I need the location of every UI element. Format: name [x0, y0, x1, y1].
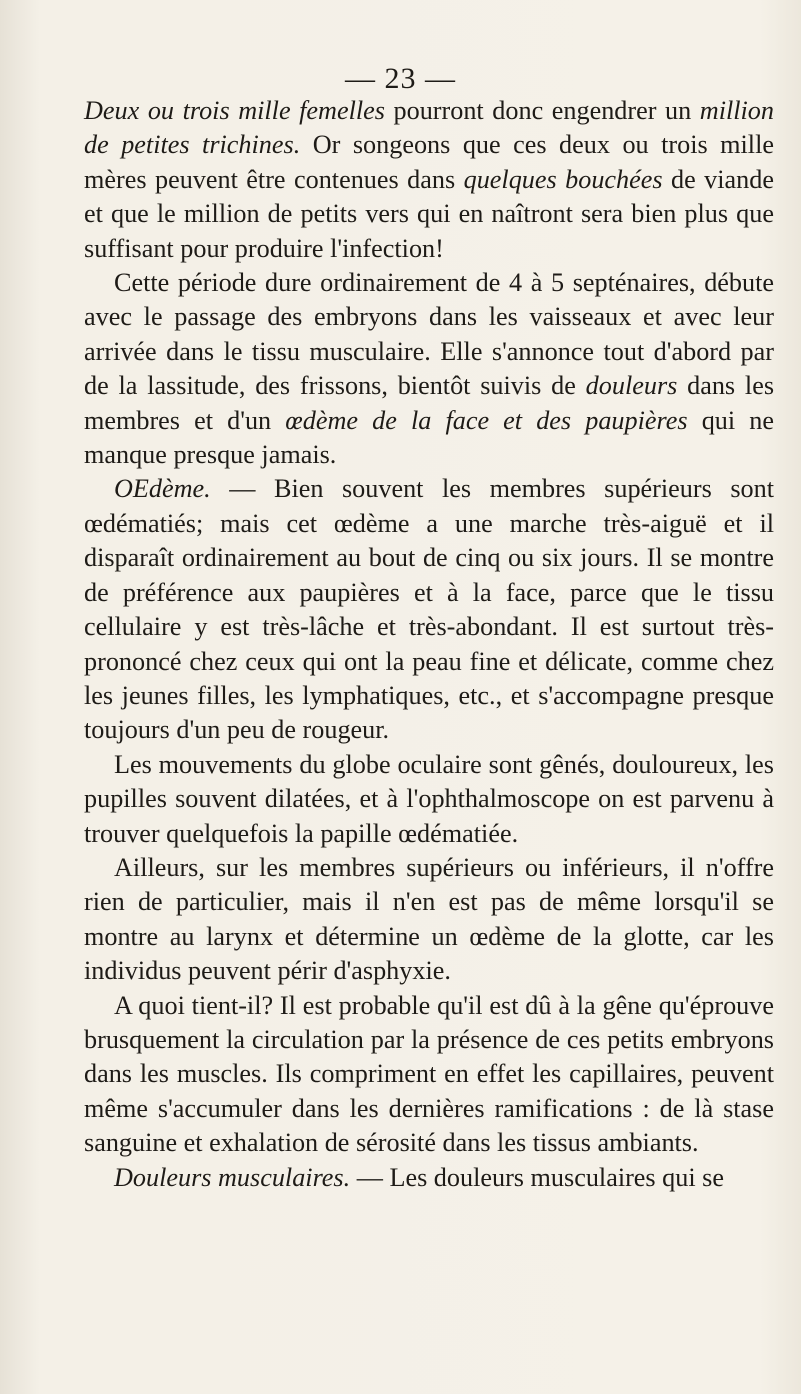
body-text [84, 94, 774, 1195]
text-run: qui ne manque presque jamais. [84, 405, 774, 470]
text-run: dans les membres et d'un [84, 371, 775, 435]
paragraph-6 [84, 989, 774, 1161]
text-run: — Les douleurs musculaires qui se [350, 1162, 724, 1192]
paragraph-4 [84, 748, 774, 851]
italic-phrase: douleurs [585, 371, 678, 401]
italic-phrase: quelques bouchées [463, 164, 663, 194]
page-number: — 23 — [345, 62, 456, 95]
text-run: de viande et que le million de petits vers qui en naîtront sera bien plus que suffisant pour produire l'infection! [84, 164, 774, 263]
text-run: A quoi tient-il? Il est probable qu'il est dû à la gêne qu'éprouve brusquement la circulation par la présence de ces petits embryons dans les muscles. Ils compriment en effet les capillaires, peuvent même s'accumuler dans les dernières ramifications : de là stase sanguine et exhalation de sérosité dans les tissus ambiants. [84, 990, 774, 1158]
section-heading: OEdème. [114, 474, 211, 504]
text-run: pourront donc engendrer un [384, 96, 700, 125]
text-run: — Bien souvent les membres supérieurs sont œdématiés; mais cet œdème a une marche très-aiguë et il disparaît ordinairement au bout de cinq ou six jours. Il se montre de préférence aux paupières et à la face, parce que le tissu cellulaire y est très-lâche et très-abondant. Il est surtout très-prononcé chez ceux qui ont la peau fine et délicate, comme chez les jeunes filles, les lymphatiques, etc., et s'accompagne presque toujours d'un peu de rougeur. [84, 474, 774, 745]
text-run: Or songeons que ces deux ou trois mille mères peuvent être contenues dans [84, 130, 774, 194]
paragraph-1 [84, 94, 774, 266]
text-run: Ailleurs, sur les membres supérieurs ou inférieurs, il n'offre rien de particulier, mais il n'en est pas de même lorsqu'il se montre au larynx et détermine un œdème de la glotte, car les individus peuvent périr d'asphyxie. [84, 852, 774, 986]
italic-phrase: œdème de la face et des paupières [285, 405, 688, 435]
text-run: Cette période dure ordinairement de 4 à 5 septénaires, débute avec le passage des embryons dans les vaisseaux et avec leur arrivée dans le tissu musculaire. Elle s'annonce tout d'abord par de la lassitude, des frissons, bientôt suivis de [84, 268, 774, 401]
paragraph-2 [84, 266, 774, 472]
italic-phrase: Deux ou trois mille femelles [84, 96, 385, 125]
paragraph-3 [84, 472, 774, 747]
paragraph-5 [84, 851, 774, 989]
section-heading: Douleurs musculaires. [114, 1162, 351, 1192]
italic-phrase: million de petites trichines. [84, 96, 774, 160]
paragraph-7 [84, 1161, 774, 1195]
text-run: Les mouvements du globe oculaire sont gênés, douloureux, les pupilles souvent dilatées, et à l'ophthalmoscope on est parvenu à trouver quelquefois la papille œdématiée. [84, 749, 774, 848]
